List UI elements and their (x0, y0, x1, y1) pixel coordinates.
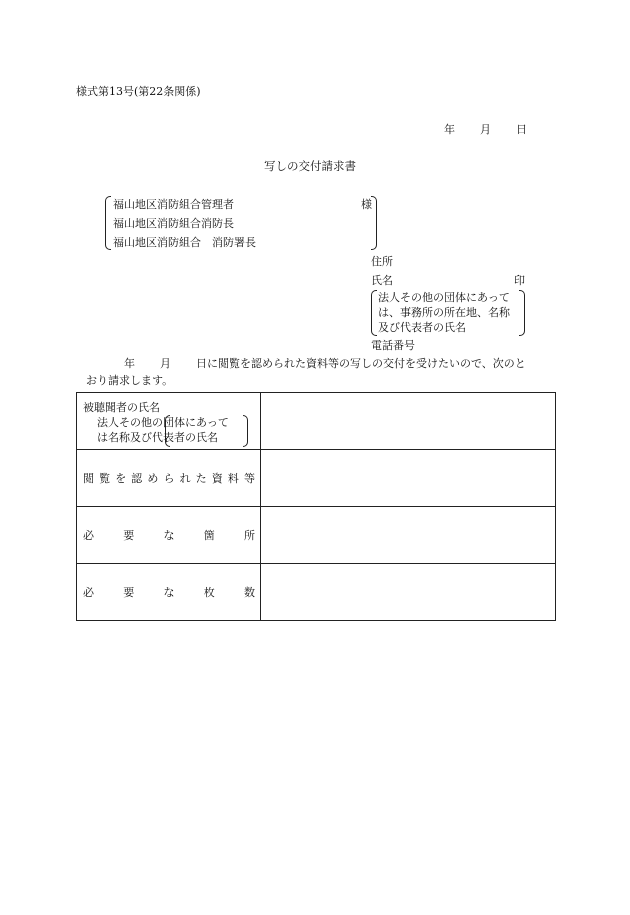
label-char: 料 (227, 472, 239, 485)
address-label: 住所 (371, 255, 393, 268)
table-row (77, 450, 556, 507)
honorific: 様 (361, 198, 372, 211)
respondent-note-line: 法人その他の団体にあって (97, 416, 229, 429)
corp-note-bracket-left (371, 290, 377, 336)
respondent-name-value[interactable] (261, 393, 556, 450)
corp-note-line: 法人その他の団体にあって (378, 291, 510, 304)
document-title: 写しの交付請求書 (264, 159, 356, 173)
row-label-respondent-name (77, 393, 261, 450)
label-char: 資 (211, 472, 223, 485)
label-char: 要 (123, 529, 135, 542)
row-label-required-copies (77, 564, 261, 621)
label-char: た (195, 472, 207, 485)
label-char: 要 (123, 586, 135, 599)
respondent-name-title: 被聴聞者の氏名 (83, 401, 160, 414)
row-label-materials (77, 450, 261, 507)
body-text-line1: 日に閲覧を認められた資料等の写しの交付を受けたいので、次のと (196, 357, 526, 370)
phone-label: 電話番号 (371, 339, 415, 352)
row1-bracket-right (243, 415, 248, 447)
label-char: ら (163, 472, 175, 485)
form-number: 様式第13号(第22条関係) (76, 85, 201, 98)
label-char: 必 (83, 586, 94, 599)
label-char: れ (179, 472, 191, 485)
label-char: め (147, 472, 159, 485)
table-row (77, 507, 556, 564)
addressee-line: 福山地区消防組合消防長 (113, 217, 234, 230)
label-char: な (163, 586, 175, 599)
table-row (77, 393, 556, 450)
required-parts-value[interactable] (261, 507, 556, 564)
row-label-required-parts (77, 507, 261, 564)
required-copies-value[interactable] (261, 564, 556, 621)
addressee-bracket-right (371, 196, 377, 250)
body-year: 年 (124, 357, 135, 370)
label-char: 認 (131, 472, 143, 485)
label-char: な (163, 529, 175, 542)
respondent-note-line: は名称及び代表者の氏名 (97, 431, 218, 444)
label-char: 必 (83, 529, 94, 542)
label-char: 箇 (203, 529, 215, 542)
name-label: 氏名 (371, 274, 393, 287)
label-char: を (115, 472, 127, 485)
label-char: 所 (244, 529, 255, 542)
addressee-line: 福山地区消防組合 消防署長 (113, 236, 256, 249)
addressee-line: 福山地区消防組合管理者 (113, 198, 234, 211)
body-text-line2: おり請求します。 (86, 374, 174, 387)
date-month: 月 (480, 123, 491, 136)
corp-note-line: は、事務所の所在地、名称 (378, 306, 510, 319)
label-char: 数 (244, 586, 255, 599)
corp-note-bracket-right (519, 290, 525, 336)
date-day: 日 (516, 123, 527, 136)
corp-note-line: 及び代表者の氏名 (378, 321, 466, 334)
label-char: 閲 (83, 472, 94, 485)
date-year: 年 (444, 123, 455, 136)
materials-value[interactable] (261, 450, 556, 507)
body-month: 月 (160, 357, 171, 370)
seal-mark: 印 (514, 274, 525, 287)
label-char: 覧 (99, 472, 111, 485)
table-row (77, 564, 556, 621)
request-table (76, 392, 556, 621)
label-char: 枚 (203, 586, 215, 599)
addressee-bracket-left (105, 196, 111, 250)
label-char: 等 (243, 472, 255, 485)
